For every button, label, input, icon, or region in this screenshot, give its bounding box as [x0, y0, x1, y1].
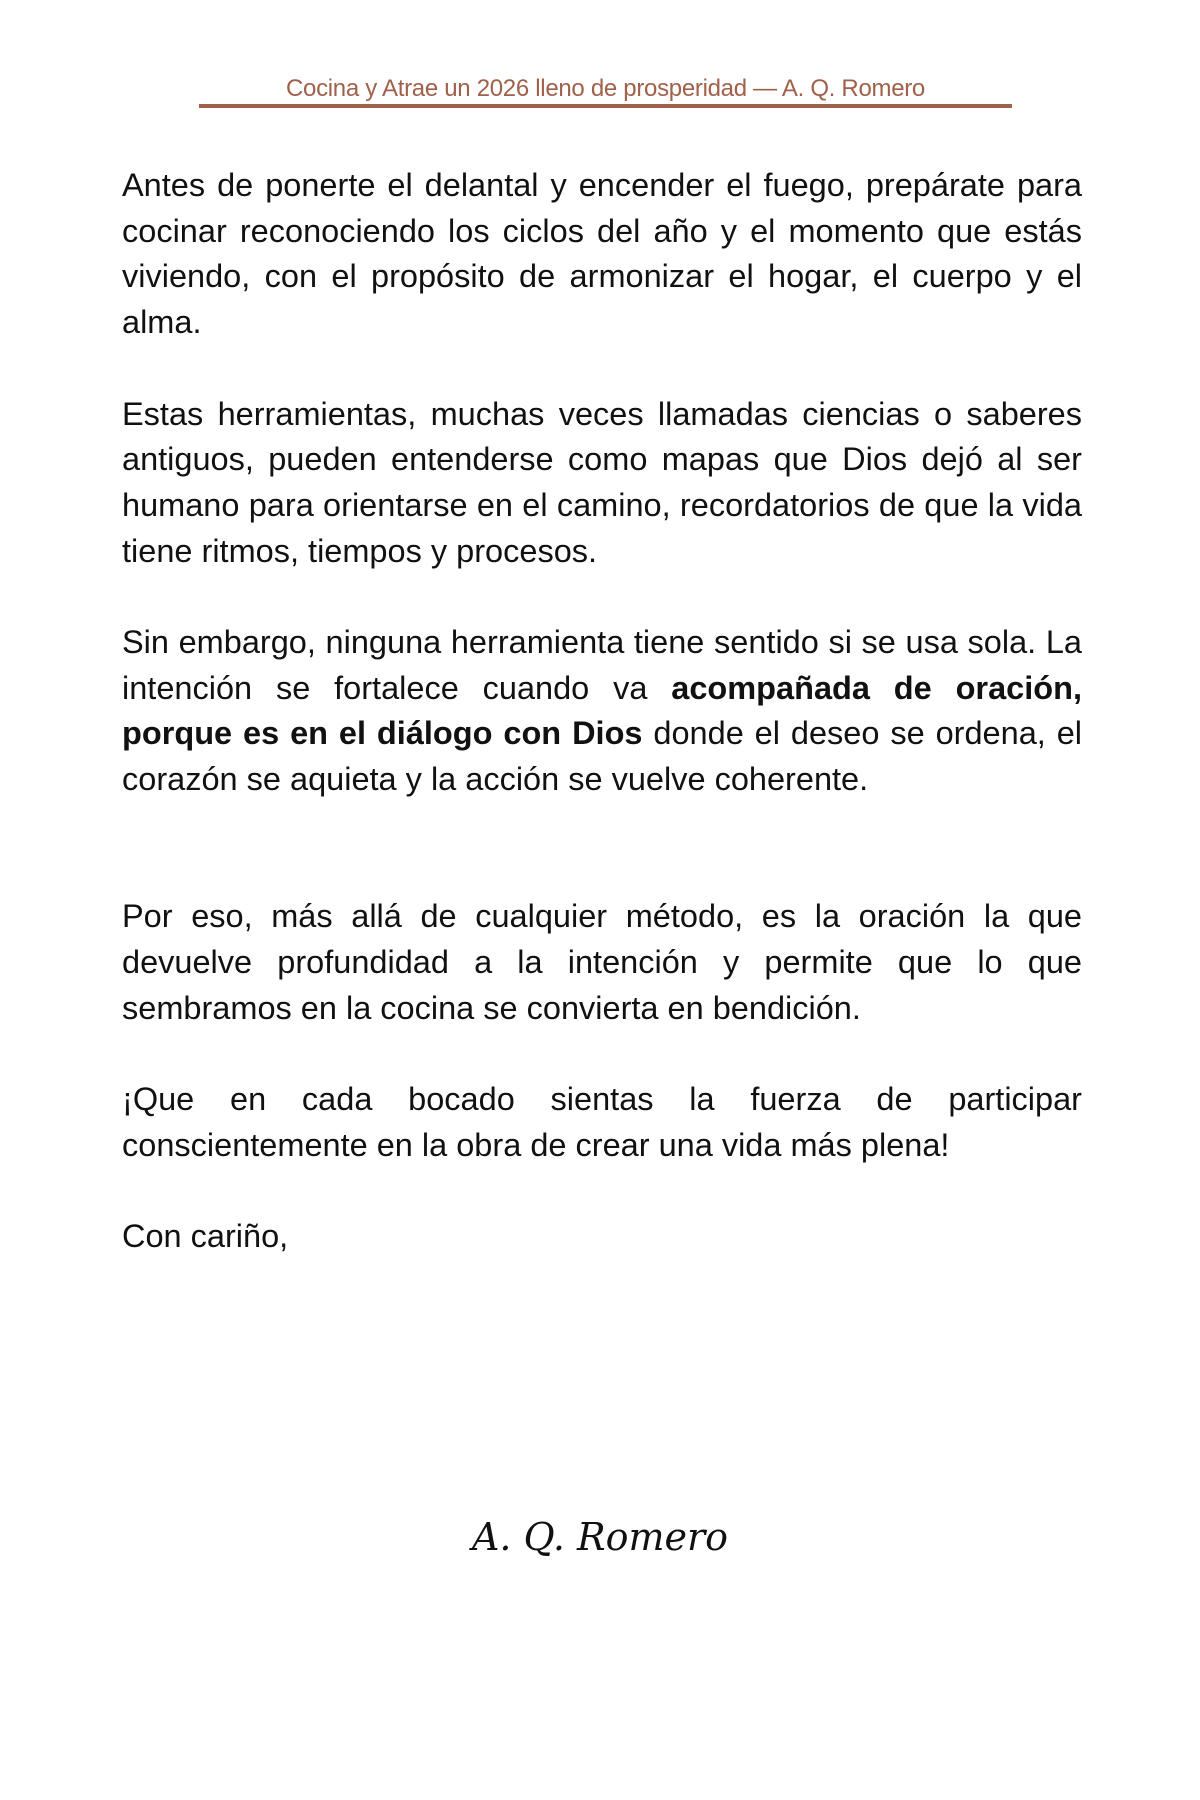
header-title: Cocina y Atrae un 2026 lleno de prosperidad — A. Q. Romero [286, 75, 925, 102]
paragraph-blessing: ¡Que en cada bocado sientas la fuerza de participar conscientemente en la obra de crear una vida más plena! [122, 1081, 1082, 1163]
paragraph-method: Por eso, más allá de cualquier método, es la oración la que devuelve profundidad a la intención y permite que lo que sembramos en la cocina se convierta en bendición. [122, 898, 1082, 1026]
paragraph-tools: Estas herramientas, muchas veces llamadas ciencias o saberes antiguos, pueden entenderse como mapas que Dios dejó al ser humano para orientarse en el camino, recordatorios de que la vida tiene ritmos, tiempos y procesos. [122, 395, 1082, 569]
paragraph-prayer-start: Sin embargo, ninguna herramienta tiene sentido si se usa sola. La intención se fortalece cuando va [122, 624, 1082, 706]
signature: A. Q. Romero [471, 1515, 729, 1559]
emphasis-text: acompañada de oración, porque es en el diálogo con Dios [122, 669, 1082, 752]
paragraph-prayer [122, 620, 1082, 803]
running-header [199, 74, 1012, 108]
paragraph-prayer-end: donde el deseo se ordena, el corazón se aquieta y la acción se vuelve coherente. [122, 715, 1082, 798]
closing-line: Con cariño, [122, 1218, 289, 1255]
paragraph-intro: Antes de ponerte el delantal y encender el fuego, prepárate para cocinar reconociendo los ciclos del año y el momento que estás viviendo, con el propósito de armonizar el hogar, el cuerpo y el alma. [122, 167, 1082, 341]
letter-body [122, 163, 1082, 1260]
